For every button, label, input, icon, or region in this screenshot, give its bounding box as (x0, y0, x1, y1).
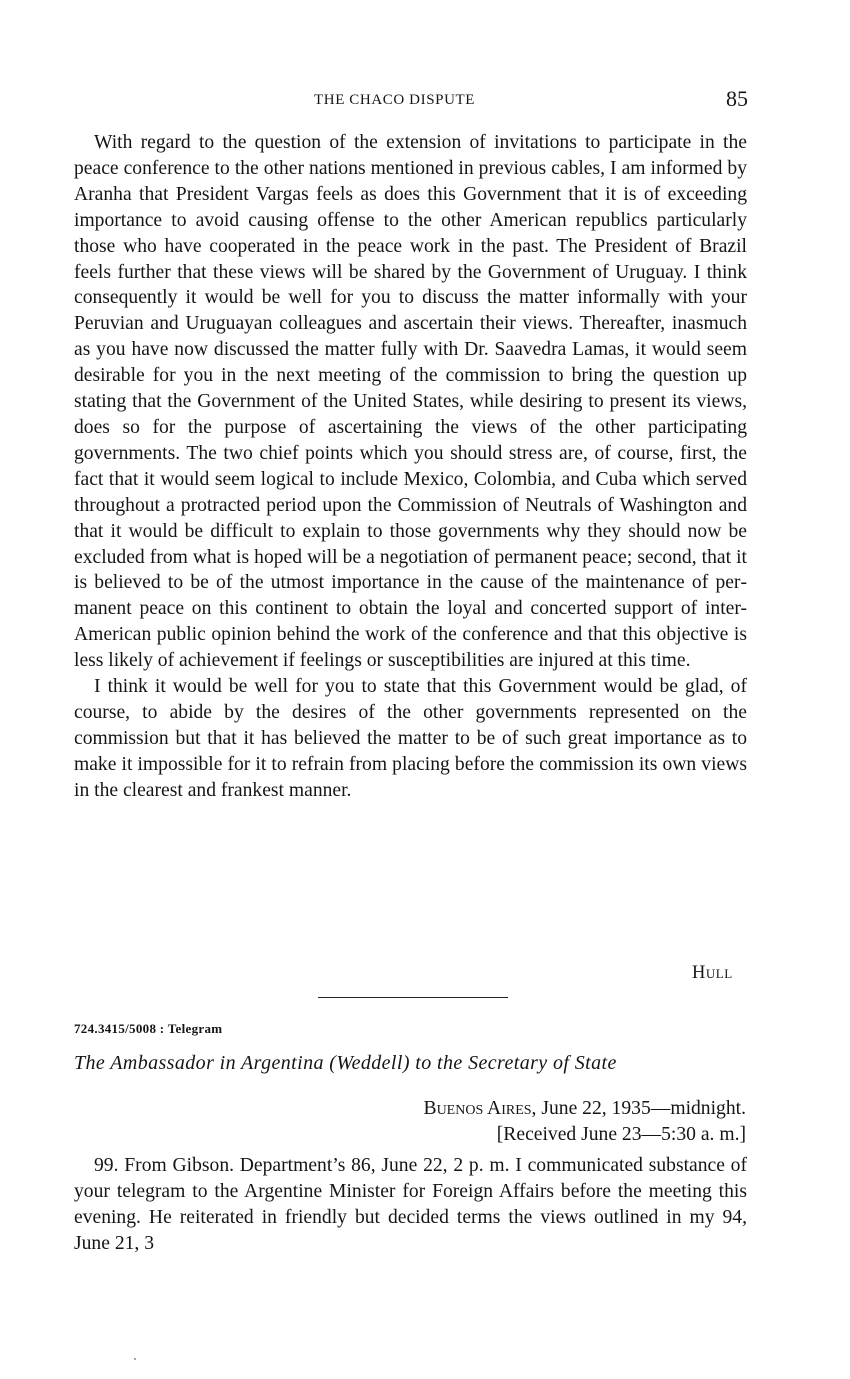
signature-text: Hull (692, 963, 733, 983)
paragraph: I think it would be well for you to state that this Government would be glad, of course, to abide by the desires of the other governments represented on the commission but that it has believed the matter to be of such great importance as to make it impossible for it to refrain from placing before the commission its own views in the clearest and frankest manner. (74, 676, 747, 801)
document-heading: The Ambassador in Argentina (Weddell) to the Secretary of State (74, 1052, 617, 1074)
paragraph: With regard to the question of the extension of invitations to participate in the peace conference to the other nations mentioned in previous cables, I am informed by Aranha that President Vargas feels as does this Government that it is of exceeding importance to avoid causing offense to the other American republics particularly those who have cooperated in the peace work in the past. The President of Brazil feels further that these views will be shared by the Government of Uruguay. I think consequently it would be well for you to discuss the matter informally with your Peruvian and Uruguayan colleagues and ascertain their views. Thereafter, inasmuch as you have now discussed the matter fully with Dr. Saavedra Lamas, it would seem desirable for you in the next meeting of the commission to bring the question up stating that the Government of the United States, while desiring to present its views, does so for the purpose of ascertaining the views of the other participating governments. The two chief points which you should stress are, of course, first, the fact that it would seem logical to include Mexico, Colombia, and Cuba which served throughout a protracted period upon the Commission of Neutrals of Washington and that it would be difficult to explain to those governments why they should now be excluded from what is hoped will be a negotiation of permanent peace; second, that it is believed to be of the utmost importance in the cause of the maintenance of permanent peace on this continent to obtain the loyal and concerted support of inter-American public opinion behind the work of the conference and that this objective is less likely of achievement if feelings or susceptibilities are injured at this time. (74, 132, 747, 672)
file-reference: 724.3415/5008 : Telegram (74, 1021, 223, 1036)
signature (692, 963, 733, 984)
telegram-body-2 (74, 1153, 747, 1257)
dateline-date: , June 22, 1935—midnight. (531, 1098, 746, 1119)
dateline (424, 1098, 747, 1120)
paragraph: 99. From Gibson. Department’s 86, June 22, 2 p. m. I communicated substance of your telegram to the Argentine Minister for Foreign Affairs before the meeting this evening. He reiterated in friendly but decided terms the views outlined in my 94, June 21, 3 (74, 1155, 747, 1254)
page-number: 85 (726, 86, 748, 111)
scan-speck (134, 1358, 136, 1360)
received-line: [Received June 23—5:30 a. m.] (496, 1124, 746, 1145)
running-header-title: THE CHACO DISPUTE (314, 92, 476, 108)
dateline-place: Buenos Aires (423, 1098, 532, 1119)
section-divider (318, 997, 508, 998)
telegram-body (74, 130, 747, 804)
